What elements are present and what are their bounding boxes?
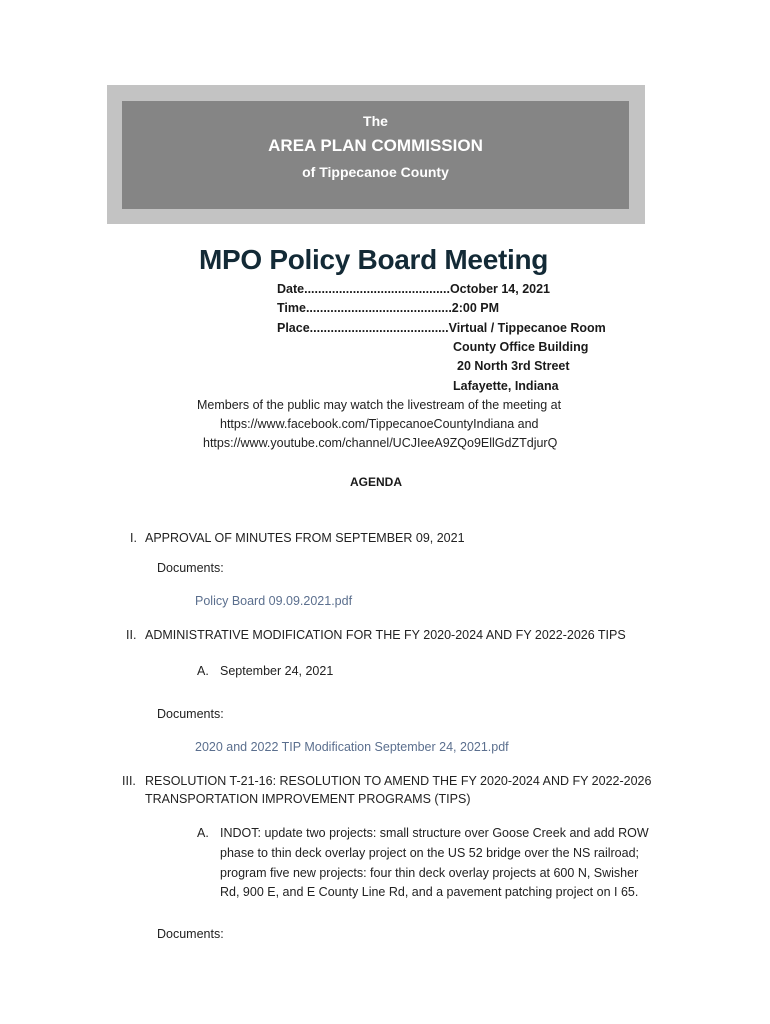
item-3-sub-line4: Rd, 900 E, and E County Line Rd, and a pavement patching project on I 65.	[220, 885, 639, 899]
banner-line-county: of Tippecanoe County	[302, 164, 449, 180]
meeting-address-building: County Office Building	[453, 340, 589, 354]
item-3-sub-line1: INDOT: update two projects: small structure over Goose Creek and add ROW	[220, 826, 649, 840]
meeting-address-city: Lafayette, Indiana	[453, 379, 559, 393]
item-3-documents-label: Documents:	[157, 927, 224, 941]
item-3-title-line1: RESOLUTION T-21-16: RESOLUTION TO AMEND THE FY 2020-2024 AND FY 2022-2026	[145, 774, 652, 788]
item-2-sub-text: September 24, 2021	[220, 664, 334, 678]
facebook-url[interactable]: https://www.facebook.com/TippecanoeCountyIndiana and	[220, 417, 539, 431]
item-3-title-line2: TRANSPORTATION IMPROVEMENT PROGRAMS (TIPS)	[145, 792, 471, 806]
item-2-documents-label: Documents:	[157, 707, 224, 721]
item-3-sub-letter: A.	[197, 826, 209, 840]
header-banner	[107, 85, 645, 224]
banner-line-the: The	[363, 113, 388, 129]
item-1-document-link[interactable]: Policy Board 09.09.2021.pdf	[195, 594, 353, 608]
meeting-time: Time..........................................2:00 PM	[277, 301, 500, 315]
header-banner-inner	[122, 101, 629, 209]
item-1-numeral: I.	[130, 531, 137, 545]
item-2-sub-letter: A.	[197, 664, 209, 678]
banner-line-commission: AREA PLAN COMMISSION	[268, 136, 483, 155]
public-livestream-text: Members of the public may watch the livestream of the meeting at	[197, 398, 562, 412]
item-3-numeral: III.	[122, 774, 136, 788]
page-title: MPO Policy Board Meeting	[199, 244, 549, 275]
meeting-place: Place........................................Virtual / Tippecanoe Room	[277, 321, 606, 335]
item-2-document-link[interactable]: 2020 and 2022 TIP Modification September 24, 2021.pdf	[195, 740, 509, 754]
item-2-title: ADMINISTRATIVE MODIFICATION FOR THE FY 2020-2024 AND FY 2022-2026 TIPS	[145, 628, 626, 642]
meeting-address-street: 20 North 3rd Street	[457, 359, 570, 373]
youtube-url[interactable]: https://www.youtube.com/channel/UCJIeeA9ZQo9EllGdZTdjurQ	[203, 436, 558, 450]
item-2-numeral: II.	[126, 628, 137, 642]
item-3-sub-line3: program five new projects: four thin deck overlay projects at 600 N, Swisher	[220, 866, 639, 880]
item-1-title: APPROVAL OF MINUTES FROM SEPTEMBER 09, 2021	[145, 531, 465, 545]
item-3-sub-line2: phase to thin deck overlay project on the US 52 bridge over the NS railroad;	[220, 846, 639, 860]
meeting-date: Date..........................................October 14, 2021	[277, 282, 551, 296]
item-1-documents-label: Documents:	[157, 561, 224, 575]
agenda-heading: AGENDA	[350, 475, 403, 489]
